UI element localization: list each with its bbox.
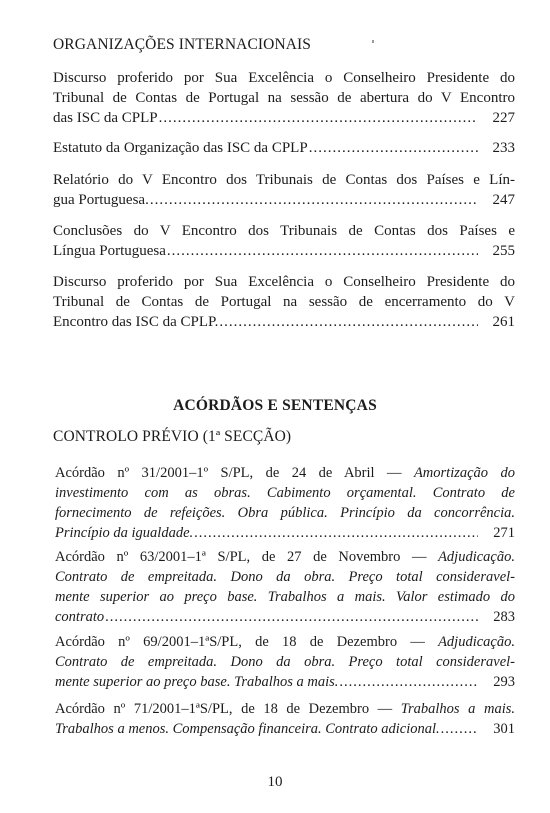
dot-leader: [219, 312, 478, 332]
entry-last-line: [53, 190, 515, 210]
entry-last-line: [53, 312, 515, 332]
entry-line: fornecimento de refeições. Obra pública. Princípio da concorrência.: [55, 505, 515, 521]
entry-line: Discurso proferido por Sua Excelência o Conselheiro Presidente do: [53, 274, 515, 290]
entry-line: [55, 463, 515, 483]
entry-text: mente superior ao preço base. Trabalhos a mais.: [55, 674, 339, 690]
entry-last-line: [53, 138, 515, 158]
entry-line: Conclusões do V Encontro dos Tribunais de Contas dos Países e: [53, 223, 515, 239]
acordao-subject: Trabalhos a mais.: [400, 701, 515, 717]
page-ref: 293: [493, 674, 515, 690]
scan-speck: [372, 40, 374, 43]
entry-text: Língua Portuguesa: [53, 243, 166, 259]
dot-leader: [194, 523, 478, 543]
entry-text: das ISC da CPLP: [53, 110, 158, 126]
section-heading-organizacoes: ORGANIZAÇÕES INTERNACIONAIS: [53, 36, 312, 53]
entry-line: Discurso proferido por Sua Excelência o Conselheiro Presidente do: [53, 70, 515, 86]
entry-line: [55, 547, 515, 567]
page-ref: 247: [492, 192, 515, 208]
entry-last-line: [55, 523, 515, 543]
entry-line: Tribunal de Contas de Portugal na sessão de abertura do V Encontro: [53, 90, 515, 106]
section-title-acordaos: ACÓRDÃOS E SENTENÇAS: [173, 397, 377, 414]
entry-last-line: [55, 672, 515, 692]
toc-entry: [53, 272, 515, 332]
entry-text: Trabalhos a menos. Compensação financeira. Contrato adicional.: [55, 721, 440, 737]
entry-last-line: [53, 108, 515, 128]
page-ref: 261: [492, 314, 515, 330]
dot-leader: [339, 672, 478, 692]
entry-text: Princípio da igualdade.: [55, 525, 194, 541]
page-ref: 255: [492, 243, 515, 259]
entry-text: gua Portuguesa.: [53, 192, 149, 208]
entry-line: Tribunal de Contas de Portugal na sessão de encerramento do V: [53, 294, 515, 310]
acordao-ref: Acórdão nº 71/2001–1ªS/PL, de 18 de Dezembro —: [55, 701, 401, 717]
dot-leader: [105, 607, 478, 627]
entry-line: [55, 699, 515, 719]
entry-last-line: [55, 719, 515, 739]
page-ref: 271: [493, 525, 515, 541]
page-ref: 233: [492, 140, 515, 156]
acordao-subject: Adjudicação.: [438, 634, 515, 650]
toc-entry: [53, 68, 515, 128]
acordao-subject: Amortização do: [413, 465, 515, 481]
toc-entry-acordao: [55, 632, 515, 692]
page-ref: 227: [492, 110, 515, 126]
entry-line: Contrato de empreitada. Dono da obra. Preço total consideravel-: [55, 654, 515, 670]
entry-line: Relatório do V Encontro dos Tribunais de Contas dos Países e Lín-: [53, 172, 515, 188]
entry-last-line: [53, 241, 515, 261]
page-number: 10: [267, 774, 283, 790]
entry-text: contrato: [55, 609, 105, 625]
acordao-ref: Acórdão nº 69/2001–1ªS/PL, de 18 de Dezembro —: [55, 634, 439, 650]
entry-line: [55, 632, 515, 652]
toc-entry: [53, 170, 515, 210]
dot-leader: [159, 108, 478, 128]
entry-last-line: [55, 607, 515, 627]
acordao-subject: Adjudicação.: [438, 549, 515, 565]
subsection-heading-controlo-previo: CONTROLO PRÉVIO (1ª SECÇÃO): [53, 428, 292, 445]
dot-leader: [441, 719, 478, 739]
dot-leader: [167, 241, 478, 261]
entry-text: Estatuto da Organização das ISC da CPLP: [53, 140, 308, 156]
toc-entry-acordao: [55, 547, 515, 627]
page-ref: 301: [493, 721, 515, 737]
dot-leader: [150, 190, 478, 210]
toc-entry-acordao: [55, 699, 515, 739]
toc-entry-acordao: [55, 463, 515, 543]
entry-line: investimento com as obras. Cabimento orçamental. Contrato de: [55, 485, 515, 501]
toc-entry: [53, 138, 515, 158]
acordao-ref: Acórdão nº 63/2001–1ª S/PL, de 27 de Novembro —: [55, 549, 439, 565]
entry-line: Contrato de empreitada. Dono da obra. Preço total consideravel-: [55, 569, 515, 585]
acordao-ref: Acórdão nº 31/2001–1º S/PL, de 24 de Abril —: [55, 465, 414, 481]
page-ref: 283: [493, 609, 515, 625]
toc-entry: [53, 221, 515, 261]
entry-line: mente superior ao preço base. Trabalhos a mais. Valor estimado do: [55, 589, 515, 605]
entry-text: Encontro das ISC da CPLP.: [53, 314, 219, 330]
dot-leader: [309, 138, 478, 158]
